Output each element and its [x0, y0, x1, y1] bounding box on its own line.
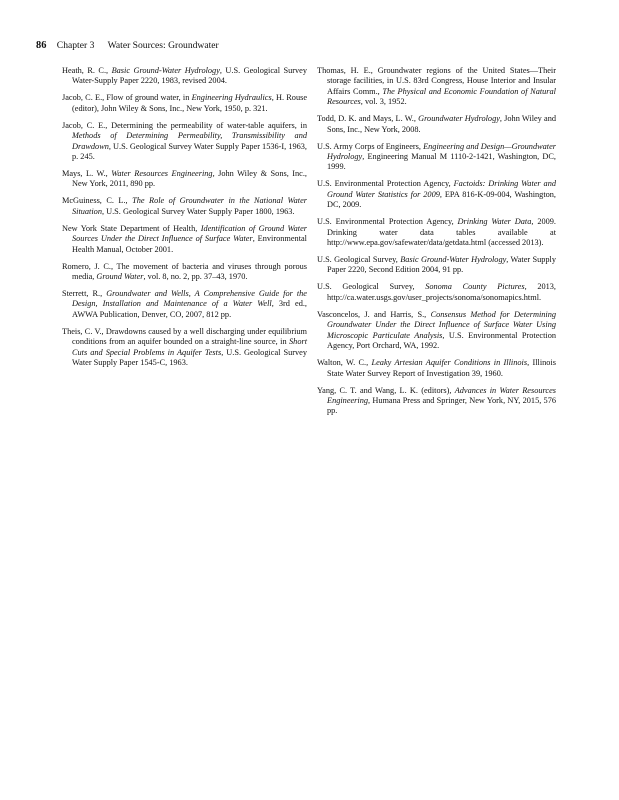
reference-title: The Role of Groundwater in the National Water Situation [72, 196, 307, 216]
running-head [36, 40, 219, 52]
reference-entry [62, 327, 307, 369]
reference-entry [62, 169, 307, 190]
reference-title: Groundwater and Wells, A Comprehensive Guide for the Design, Installation and Maintenance of a Water Well [72, 289, 307, 309]
reference-entry [317, 386, 556, 417]
reference-entry [62, 262, 307, 283]
reference-title: Groundwater Hydrology [418, 114, 500, 124]
reference-entry [317, 282, 556, 303]
reference-text: New York State Department of Health, [62, 223, 201, 233]
reference-text: McGuiness, C. L., [62, 196, 133, 206]
reference-text: Sterrett, R., [62, 289, 107, 299]
reference-text: , John Wiley & Sons, Inc., New York, 2011, 890 pp. [72, 169, 308, 189]
reference-entry [317, 255, 556, 276]
reference-text: , U.S. Geological Survey Water-Supply Paper 2220, 1983, revised 2004. [72, 66, 307, 86]
reference-title: Identification of Ground Water Sources Under the Direct Influence of Surface Water [72, 223, 307, 244]
reference-title: Water Resources Engineering [111, 169, 213, 179]
reference-text: , Illinois State Water Survey Report of Investigation 39, 1960. [327, 358, 556, 378]
reference-text: Theis, C. V., Drawdowns caused by a well discharging under equilibrium conditions from an aquifer bounded on a straight-line source, in [62, 326, 307, 347]
chapter-label: Chapter 3 [56, 40, 95, 51]
reference-text: Thomas, H. E., Groundwater regions of the United States—Their storage facilities, in U.S. 83rd Congress, House Interior and Insular Affairs Comm., [317, 66, 556, 96]
reference-text: Walton, W. C., [317, 358, 372, 368]
reference-text: U.S. Army Corps of Engineers, [317, 141, 424, 151]
reference-entry [62, 121, 307, 163]
reference-title: The Physical and Economic Foundation of Natural Resources [327, 86, 556, 107]
reference-entry [62, 93, 307, 114]
reference-entry [62, 66, 307, 87]
reference-text: , Water Supply Paper 2220, Second Edition 2004, 91 pp. [327, 255, 557, 275]
reference-text: Yang, C. T. and Wang, L. K. (editors), [317, 385, 455, 395]
reference-entry [317, 66, 556, 108]
reference-entry [62, 224, 307, 255]
reference-text: Todd, D. K. and Mays, L. W., [317, 114, 419, 124]
reference-entry [317, 179, 556, 210]
reference-text: , John Wiley and Sons, Inc., New York, 2008. [327, 114, 556, 134]
reference-title: Engineering and Design—Groundwater Hydrology [327, 141, 556, 162]
reference-text: Jacob, C. E., Determining the permeability of water-table aquifers, in [62, 120, 307, 130]
reference-text: , Environmental Health Manual, October 2001. [72, 234, 307, 254]
reference-text: , U.S. Geological Survey Water Supply Paper 1545-C, 1963. [72, 347, 307, 368]
page-number: 86 [36, 40, 47, 51]
reference-title: Drinking Water Data [457, 217, 532, 227]
references-right-column [317, 66, 556, 423]
reference-text: , EPA 816-K-09-004, Washington, DC, 2009. [327, 189, 557, 210]
reference-text: U.S. Geological Survey, [317, 282, 426, 292]
reference-text: , 3rd ed., AWWA Publication, Denver, CO, 2007, 812 pp. [72, 299, 307, 319]
reference-entry [62, 196, 307, 217]
reference-text: , vol. 3, 1952. [360, 97, 407, 107]
reference-title: Basic Ground-Water Hydrology [400, 255, 507, 265]
reference-title: Consensus Method for Determining Groundwater Under the Direct Influence of Surface Water Using Microscopic Particulate Analysis [327, 309, 556, 340]
reference-title: Methods of Determining Permeability, Transmissibility and Drawdown [72, 131, 307, 151]
reference-text: , U.S. Geological Survey Water Supply Paper 1536-I, 1963, p. 245. [72, 141, 307, 162]
reference-text: U.S. Geological Survey, [317, 255, 401, 265]
reference-entry [317, 358, 556, 379]
reference-text: Heath, R. C., [62, 66, 112, 75]
reference-text: Vasconcelos, J. and Harris, S., [317, 309, 431, 319]
reference-title: Advances in Water Resources Engineering [327, 385, 557, 405]
reference-title: Basic Ground-Water Hydrology [111, 66, 220, 75]
reference-text: , Engineering Manual M 1110-2-1421, Washington, DC, 1999. [327, 152, 556, 172]
reference-entry [317, 217, 556, 248]
reference-title: Factoids: Drinking Water and Ground Water Statistics for 2009 [327, 179, 556, 199]
reference-text: , U.S. Environmental Protection Agency, Port Orchard, WA, 1992. [327, 330, 556, 351]
reference-entry [317, 114, 556, 135]
reference-text: , vol. 8, no. 2, pp. 37–43, 1970. [143, 272, 248, 282]
reference-entry [62, 289, 307, 320]
reference-title: Ground Water [96, 272, 144, 282]
reference-entry [317, 310, 556, 352]
reference-text: U.S. Environmental Protection Agency, [317, 217, 458, 227]
reference-text: , H. Rouse (editor), John Wiley & Sons, Inc., New York, 1950, p. 321. [72, 93, 308, 113]
reference-text: , Humana Press and Springer, New York, NY, 2015, 576 pp. [327, 395, 556, 416]
reference-text: , 2009. Drinking water data tables available at http://www.epa.gov/safewater/data/getdata.html (accessed 2013). [327, 217, 556, 248]
reference-title: Leaky Artesian Aquifer Conditions in Illinois [371, 358, 528, 368]
reference-entry [317, 142, 556, 173]
reference-title: Engineering Hydraulics [191, 93, 272, 103]
reference-text: Romero, J. C., The movement of bacteria and viruses through porous media, [62, 261, 307, 282]
reference-title: Sonoma County Pictures [425, 282, 525, 292]
reference-text: , 2013, http://ca.water.usgs.gov/user_projects/sonoma/sonomapics.html. [327, 282, 556, 302]
reference-text: , U.S. Geological Survey Water Supply Paper 1800, 1963. [101, 206, 295, 216]
references-left-column [62, 66, 307, 375]
reference-text: Jacob, C. E., Flow of ground water, in [62, 93, 192, 103]
reference-text: Mays, L. W., [62, 169, 112, 179]
reference-text: U.S. Environmental Protection Agency, [317, 179, 454, 189]
reference-title: Short Cuts and Special Problems in Aquifer Tests [72, 337, 307, 357]
chapter-title: Water Sources: Groundwater [107, 40, 219, 51]
